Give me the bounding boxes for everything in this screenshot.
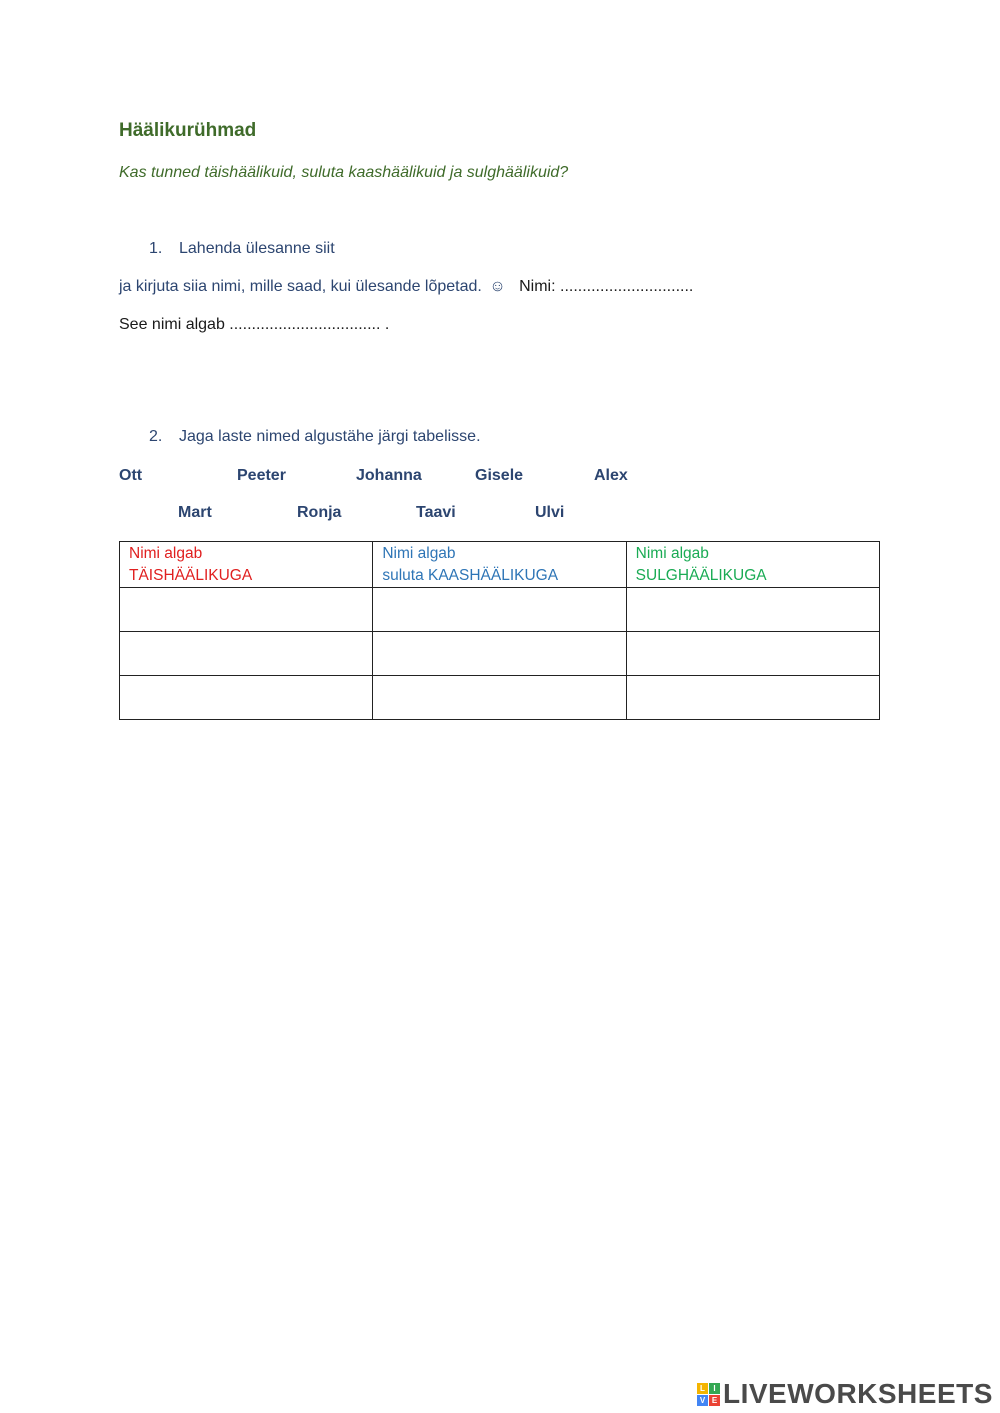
answer-cell[interactable] — [373, 676, 626, 720]
header-category: TÄISHÄÄLIKUGA — [129, 567, 253, 584]
table-header-row — [120, 542, 880, 588]
logo-letter: L — [697, 1383, 708, 1394]
task2-instruction: Jaga laste nimed algustähe järgi tabelisse. — [179, 428, 481, 445]
answer-cell[interactable] — [626, 632, 879, 676]
answer-cell[interactable] — [120, 588, 373, 632]
header-plosive — [626, 542, 879, 588]
smiley-icon: ☺ — [489, 278, 506, 295]
brand-name: LIVEWORKSHEETS — [723, 1378, 993, 1409]
sorting-table — [119, 541, 880, 720]
header-sonorant — [373, 542, 626, 588]
name-blank-field[interactable]: Nimi: .............................. — [519, 278, 694, 295]
child-name-item: Peeter — [237, 467, 286, 484]
task1-instruction: Lahenda ülesanne siit — [179, 240, 335, 257]
child-name-item: Gisele — [475, 467, 524, 484]
header-category: suluta KAASHÄÄLIKUGA — [382, 567, 559, 584]
table-row — [120, 632, 880, 676]
header-label: Nimi algab — [635, 545, 709, 562]
task1-answer-line — [119, 278, 693, 296]
answer-cell[interactable] — [626, 588, 879, 632]
table-row — [120, 588, 880, 632]
answer-cell[interactable] — [626, 676, 879, 720]
header-vowel — [120, 542, 373, 588]
answer-cell[interactable] — [373, 632, 626, 676]
child-name-item: Mart — [178, 504, 212, 521]
child-name-item: Taavi — [416, 504, 456, 521]
task1-number: 1. — [149, 240, 163, 257]
name-starts-with-field[interactable]: See nimi algab .................................. . — [119, 316, 390, 333]
header-label: Nimi algab — [382, 545, 456, 562]
child-name-item: Ronja — [297, 504, 342, 521]
header-category: SULGHÄÄLIKUGA — [635, 567, 767, 584]
logo-letter: E — [709, 1395, 720, 1406]
page-title: Häälikurühmad — [119, 120, 257, 141]
answer-cell[interactable] — [373, 588, 626, 632]
liveworksheets-logo — [697, 1378, 993, 1410]
child-name-item: Ott — [119, 467, 143, 484]
answer-cell[interactable] — [120, 632, 373, 676]
logo-letter: V — [697, 1395, 708, 1406]
page-subtitle: Kas tunned täishäälikuid, suluta kaashäälikuid ja sulghäälikuid? — [119, 164, 569, 181]
table-row — [120, 676, 880, 720]
task2-number: 2. — [149, 428, 163, 445]
child-name-item: Ulvi — [535, 504, 565, 521]
logo-blocks-icon — [697, 1383, 720, 1406]
header-label: Nimi algab — [129, 545, 203, 562]
logo-letter: I — [709, 1383, 720, 1394]
task1-line1: ja kirjuta siia nimi, mille saad, kui ülesande lõpetad. — [119, 278, 482, 295]
child-name-item: Alex — [594, 467, 628, 484]
answer-cell[interactable] — [120, 676, 373, 720]
child-name-item: Johanna — [356, 467, 422, 484]
